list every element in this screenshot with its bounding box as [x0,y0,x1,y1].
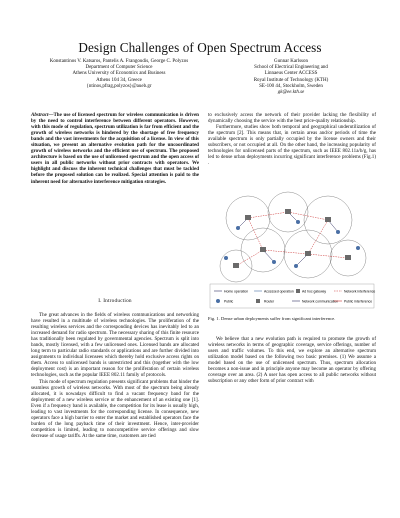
legend-item: Public interference [344,299,373,304]
legend-item: Network interference [344,289,376,294]
author-dept: School of Electrical Engineering and [254,65,328,71]
user-device-icon [224,256,228,260]
intro-paragraph: This mode of spectrum regulation presents significant problems that hinder the seamless growth of wireless networks. With most of the spectrum being already allocated, it is nowadays difficult to find a vacant frequency band for the deployment of a new wireless service or the enhancement of an existing one [1]. Even if a frequency band is available, the competition for its lease is usually high, leading to vast investments for the corresponding license. In consequence, new operators face a high barrier to enter the market and established operators face the burden of the long payback time of their investment. Hence, inter-provider competition is limited, leading to noncompetitive service offerings and slow decrease of usage tariffs. At the same time, customers are tied [31,378,199,439]
body-paragraph: Furthermore, studies show both temporal and geographical underutilization of the spectrum [2]. This means that, in certain areas and/or periods of time the available spectrum is only partially occupied by the license owners and their subscribers, or not occupied at all. On the other hand, the increasing popularity of technologies for unlicensed parts of the spectrum, such as IEEE 802.11a/b/g, has led to dense urban deployments incurring significant interference problems (Fig.1) . [208,124,376,167]
router-icon [260,247,266,252]
intro-paragraph: The great advances in the fields of wireless communications and networking have resulted in a multitude of wireless technologies. The proliferation of the resulting wireless services and the corresponding devices has inevitably led to an increased demand for radio spectrum. The necessary sharing of this finite resource has traditionally been regulated by governmental agencies. Spectrum is split into bands, mostly licensed, with a few unlicensed ones. Licensed bands are allocated long term to particular radio standards or applications and are further divided into assignments to individual licensees which thereby hold exclusive access rights on them. Access to unlicensed bands is unrestricted and this (together with the low deployment cost) is an important reason for the proliferation of certain wireless technologies, such as the popular IEEE 802.11 family of protocols. [31,312,199,379]
author-block-left [44,59,194,90]
router-icon [325,217,331,222]
abstract [31,112,199,185]
router-icon [285,209,291,214]
interference-link [263,250,308,254]
author-addr: Athens 104 34, Greece [96,77,142,83]
user-device-icon [272,260,276,264]
router-icon [305,251,311,256]
author-name: Gunnar Karlsson [273,59,309,64]
right-column-top [208,112,376,166]
legend-item: Accessed operation [264,289,294,294]
legend-box [210,284,374,308]
figure-caption: Fig. 1. Dense urban deployments suffer from significant interference. [208,316,336,321]
body-paragraph: to exclusively access the network of their provider lacking the flexibility of dynamically choosing the service with the best price-quality relationship. [208,112,376,125]
router-icon [233,263,239,268]
author-center: Linnaeus Center ACCESS [264,71,318,77]
body-paragraph: We believe that a new evolution path is required to promote the growth of wireless networks in terms of geographic coverage, service offerings, number of users and traffic volumes. To this end, we explore an alternative spectrum utilization model based on the following two basic premises. (1) We assume a model based on the use of unlicensed spectrum. Thus, spectrum allocation becomes a non-issue and in principle anyone may become an operator by offering coverage over an area. (2) A user has open access to all public networks without subscription or any other form of prior contract with [208,336,376,385]
router-icon [345,255,351,260]
right-column-bottom [208,336,376,384]
user-device-icon [236,226,240,230]
user-device-icon [296,220,300,224]
legend-item: Ad hoc gateway [302,289,327,294]
legend-item: Public [224,299,234,304]
abstract-lead: Abstract [31,112,49,118]
author-univ: Athens University of Economics and Business [72,71,166,77]
section-heading: I. Introduction [98,298,132,304]
figure-legend [210,284,375,308]
user-device-icon [356,246,360,250]
paper-title: Design Challenges of Open Spectrum Access [78,40,322,55]
author-names: Konstantinos V. Katsaros, Pantelis A. Frangoudis, George C. Polyzos [49,59,189,64]
author-email: gk@ee.kth.se [277,90,305,96]
legend-swatch [216,299,220,303]
network-diagram [208,188,376,310]
legend-item: Router [264,299,275,304]
author-addr: SE-100 44, Stockholm, Sweden [259,83,323,89]
interference-link [236,250,263,266]
legend-item: Home operation [224,289,249,294]
user-device-icon [336,230,340,234]
legend-swatch [296,289,300,293]
author-email: {ntinos,pfrag,polyzos}@aueb.gr [86,83,152,89]
interference-link [308,254,348,258]
legend-swatch [256,299,260,303]
interference-link [248,218,263,250]
author-inst: Royal Institute of Technology (KTH) [253,77,329,83]
figure-1 [208,188,376,310]
legend-item: Network communication [302,299,339,304]
author-dept: Department of Computer Science [85,65,153,71]
router-icon [245,215,251,220]
abstract-text: —The use of licensed spectrum for wireless communication is driven by the need to control interference between different operators. However, with this mode of regulation, spectrum utilization is far from efficient and the growth of wireless networks is hindered by the shortage of free frequency bands and the vast investments for the acquisition of a license. In view of this situation, we present an alternative evolution path for the uncoordinated growth of wireless networks and the efficient use of spectrum. The proposed architecture is based on the use of unlicensed spectrum and the open access of users in all public networks without prior contracts with operators. We highlight and discuss the inherent technical challenges that must be tackled before the proposed solution can be realized. Special attention is paid to the inherent need for alternative interference mitigation strategies. [31,112,199,185]
user-device-icon [294,264,298,268]
author-block-right [216,59,366,96]
intro-column [31,312,199,439]
